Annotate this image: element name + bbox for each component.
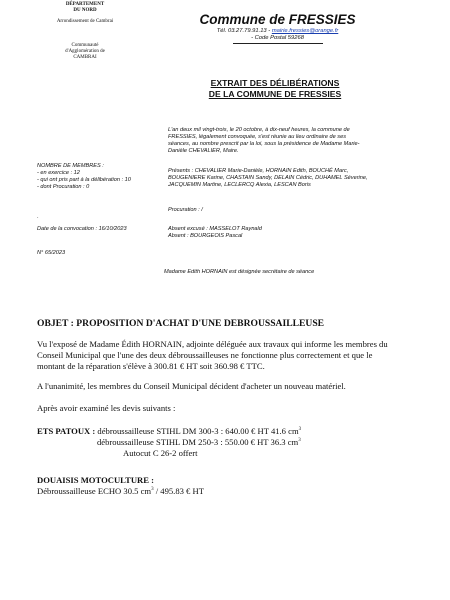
intro-line: FRESSIES, légalement convoquée, s'est réunie au lieu ordinaire de ses xyxy=(168,134,346,140)
cube-superscript: 3 xyxy=(298,438,301,444)
patoux-item-1: débroussailleuse STIHL DM 300-3 : 640.00 € HT 41.6 cm xyxy=(95,426,299,436)
absent-excuse: Absent excusé : MASSELOT Raynald xyxy=(168,226,262,232)
exposition-paragraph xyxy=(37,339,442,372)
document-title xyxy=(170,78,380,99)
commune-title: Commune de FRESSIES xyxy=(199,12,356,27)
communaute: Communauté xyxy=(71,43,99,48)
members-block xyxy=(37,163,167,191)
douaisis-quote xyxy=(37,475,442,497)
intro-paragraph xyxy=(168,127,408,155)
department-name: DU NORD xyxy=(73,8,97,13)
intro-line: séances, au nombre prescrit par la loi, sous la présidence de Madame Marie- xyxy=(168,141,360,147)
absents-block xyxy=(168,226,408,240)
convocation-date: Date de la convocation : 16/10/2023 xyxy=(37,226,127,232)
members-title: NOMBRE DE MEMBRES : xyxy=(37,163,104,169)
cube-superscript: 3 xyxy=(298,427,302,433)
agglomeration-city: CAMBRAI xyxy=(73,55,97,60)
title-line-2: DE LA COMMUNE DE FRESSIES xyxy=(208,88,342,99)
procuration-line: Procuration : / xyxy=(168,207,203,213)
douaisis-price: / 495.83 € HT xyxy=(153,486,204,496)
douaisis-line xyxy=(37,486,442,497)
agglomeration: d'Agglomération de xyxy=(65,49,105,54)
secretary-line: Madame Edith HORNAIN est désignée secrétaire de séance xyxy=(164,269,315,275)
douaisis-label: DOUAISIS MOTOCULTURE : xyxy=(37,475,154,485)
paragraph-line: montant de la réparation s'élève à 300.81 € HT soit 360.98 € TTC. xyxy=(37,361,265,371)
patoux-item-3: Autocut C 26-2 offert xyxy=(123,448,198,458)
deliberation-number: N° 65/2023 xyxy=(37,250,66,256)
presents-line: BOUGENIERE Karine, CHASTAIN Sandy, DELAIN Cédric, DUHAMEL Séverine, xyxy=(168,175,368,181)
title-line-1: EXTRAIT DES DÉLIBÉRATIONS xyxy=(210,78,340,88)
quotes-intro: Après avoir examiné les devis suivants : xyxy=(37,403,176,413)
patoux-line-2 xyxy=(37,437,442,448)
members-procuration: - dont Procuration : 0 xyxy=(37,184,90,190)
header-right xyxy=(190,12,365,44)
subject-heading: OBJET : PROPOSITION D'ACHAT D'UNE DEBROUSSAILLEUSE xyxy=(37,318,325,329)
paragraph-line: Vu l'exposé de Madame Édith HORNAIN, adjointe déléguée aux travaux qui informe les membres du xyxy=(37,339,388,349)
absent: Absent : BOURGEOIS Pascal xyxy=(168,233,243,239)
paragraph-line: Conseil Municipal que l'une des deux débroussailleuses ne fonctionne plus correctement et que le xyxy=(37,350,373,360)
members-exercice: - en exercice : 12 xyxy=(37,170,80,176)
patoux-quote xyxy=(37,426,442,459)
header-left xyxy=(40,2,130,61)
presents-line: JACQUEMIN Martine, LECLERCQ Alexia, LESCAN Boris xyxy=(168,182,311,188)
arrondissement: Arrondissement de Cambrai xyxy=(56,19,114,24)
separator-dot: . xyxy=(37,214,39,220)
members-deliberation: - qui ont pris part à la délibération : 10 xyxy=(37,177,131,183)
telephone: Tél. 03.27.79.91.13 - xyxy=(216,28,271,34)
presents-block xyxy=(168,168,413,189)
department-label: DÉPARTEMENT xyxy=(65,2,105,7)
intro-line: L'an deux mil vingt-trois, le 20 octobre, à dix-neuf heures, la commune de xyxy=(168,127,350,133)
douaisis-item: Débroussailleuse ECHO 30.5 cm xyxy=(37,486,152,496)
patoux-line-1 xyxy=(37,426,442,437)
postal-code: - Code Postal 59268 xyxy=(251,35,304,41)
presents-line: Présents : CHEVALIER Marie-Danièle, HORNAIN Edith, BOUCHÉ Marc, xyxy=(168,168,349,174)
intro-line: Danièle CHEVALIER, Maire. xyxy=(168,148,239,154)
cube-superscript: 3 xyxy=(151,487,154,493)
decision-paragraph: A l'unanimité, les membres du Conseil Municipal décident d'acheter un nouveau matériel. xyxy=(37,381,346,391)
email-link[interactable]: mairie.fressies@orange.fr xyxy=(271,28,339,34)
patoux-label: ETS PATOUX : xyxy=(37,426,96,436)
contact-line xyxy=(190,28,365,35)
header-divider xyxy=(233,43,323,44)
patoux-item-2: débroussailleuse STIHL DM 250-3 : 550.00 € HT 36.3 cm xyxy=(97,437,299,447)
